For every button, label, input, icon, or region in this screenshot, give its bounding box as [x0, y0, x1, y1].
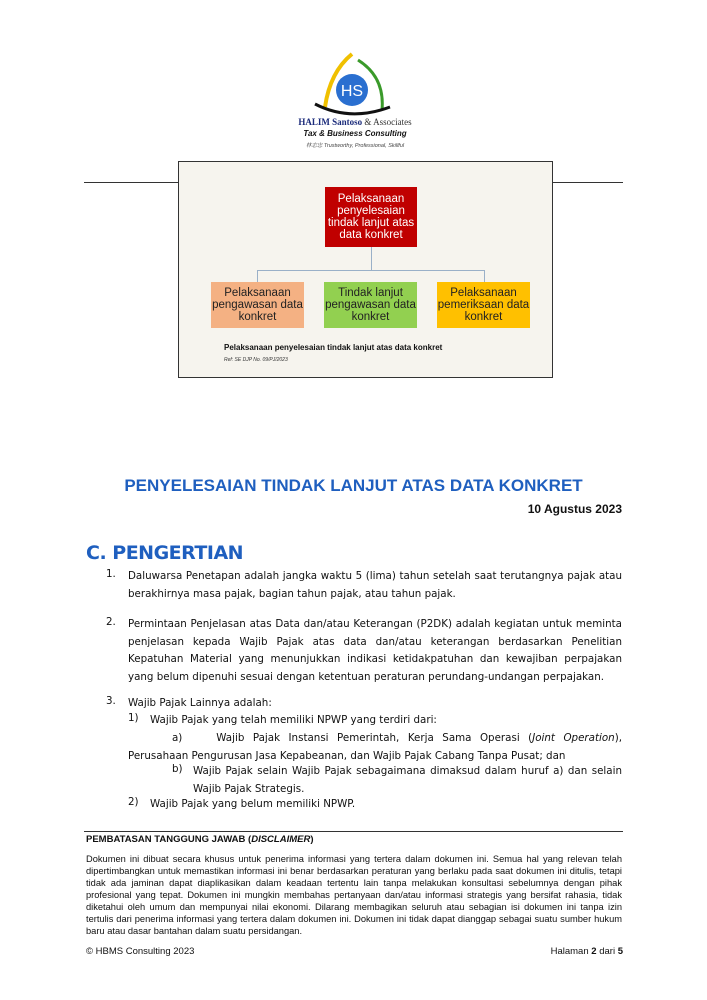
sub-number: 1)	[128, 712, 139, 724]
document-title: PENYELESAIAN TINDAK LANJUT ATAS DATA KONKRET	[124, 476, 583, 495]
definition-item: Daluwarsa Penetapan adalah jangka waktu 5 (lima) tahun setelah saat terutangnya pajak atau berakhirnya masa pajak, bagian tahun pajak, atau tahun pajak.	[128, 570, 622, 600]
chart-box-middle: Tindak lanjut pengawasan data konkret	[324, 282, 417, 328]
chart-box-left: Pelaksanaan pengawasan data konkret	[211, 282, 304, 328]
divider	[553, 182, 623, 183]
sub-number: 2)	[128, 796, 139, 808]
chart-box-right: Pelaksanaan pemeriksaan data konkret	[437, 282, 530, 328]
document-date: 10 Agustus 2023	[527, 502, 622, 516]
sub-item-a: a) Wajib Pajak Instansi Pemerintah, Kerja Sama Operasi (Joint Operation), Perusahaan Pengurusan Jasa Kepabeanan, dan Wajib Pajak Cabang Tanpa Pusat; dan	[128, 732, 622, 762]
footer-page-number: Halaman 2 dari 5	[550, 946, 623, 957]
footer-copyright: © HBMS Consulting 2023	[86, 946, 195, 957]
definition-item: Permintaan Penjelasan atas Data dan/atau Keterangan (P2DK) adalah kegiatan untuk meminta penjelasan kepada Wajib Pajak atas data dan/atau keterangan berdasarkan Penelitian Kepatuhan Material yang menunjukkan indikasi ketidakpatuhan dan kewajiban perpajakan yang belum dipenuhi sesuai dengan ketentuan peraturan perundang-undangan perpajakan.	[128, 618, 622, 683]
item-number: 3.	[106, 695, 116, 707]
figure-caption: Pelaksanaan penyelesaian tindak lanjut atas data konkret	[224, 343, 443, 352]
globe-logo-icon	[290, 52, 420, 116]
brand-name: HALIM Santoso	[298, 117, 363, 127]
chart-box-top: Pelaksanaan penyelesaian tindak lanjut atas data konkret	[325, 187, 417, 247]
motto: 林志忠 Trustworthy, Professional, Skillful	[305, 143, 405, 149]
tagline: Tax & Business Consulting	[303, 129, 407, 138]
sub-item: Wajib Pajak yang belum memiliki NPWP.	[150, 798, 356, 810]
definition-item: Wajib Pajak Lainnya adalah:	[128, 697, 272, 709]
divider	[84, 831, 623, 832]
divider	[84, 182, 178, 183]
disclaimer-heading: PEMBATASAN TANGGUNG JAWAB (DISCLAIMER)	[86, 834, 314, 845]
sub-item-b: Wajib Pajak selain Wajib Pajak sebagaimana dimaksud dalam huruf a) dan selain Wajib Pajak Strategis.	[193, 765, 622, 795]
brand-suffix: & Associates	[364, 117, 412, 127]
svg-text:HS: HS	[340, 83, 364, 100]
item-number: 2.	[106, 616, 116, 628]
figure-reference: Ref: SE DJP No. 09/PJ/2023	[224, 357, 288, 363]
sub-letter: b)	[172, 763, 183, 775]
section-heading: C. PENGERTIAN	[86, 542, 244, 564]
disclaimer-text: Dokumen ini dibuat secara khusus untuk penerima informasi yang tertera dalam dokumen ini. Semua hal yang relevan telah dipertimbangkan untuk memastikan informasi ini benar berdasarkan peraturan yang berlaku pada saat dokumen ini ditulis, tetapi tidak ada jaminan dapat diaplikasikan dalam keadaan tertentu lain tanpa melakukan konsultasi sebelumnya dengan pihak profesional yang tepat. Dokumen ini mungkin membahas pertanyaan dan/atau informasi strategis yang bersifat rahasia, tidak diketahui oleh umum dan mempunyai nilai ekonomi. Dilarang membagikan seluruh atau sebagian isi dokumen ini tanpa izin tertulis dari penerima informasi yang tertera dalam dokumen ini. Dokumen ini tidak dapat dianggap sebagai suatu sumber hukum baru atau dasar bantahan dalam suatu persidangan.	[86, 854, 622, 936]
sub-item: Wajib Pajak yang telah memiliki NPWP yang terdiri dari:	[150, 714, 437, 726]
item-number: 1.	[106, 568, 116, 580]
org-chart-figure	[178, 161, 553, 378]
company-logo	[290, 52, 420, 152]
